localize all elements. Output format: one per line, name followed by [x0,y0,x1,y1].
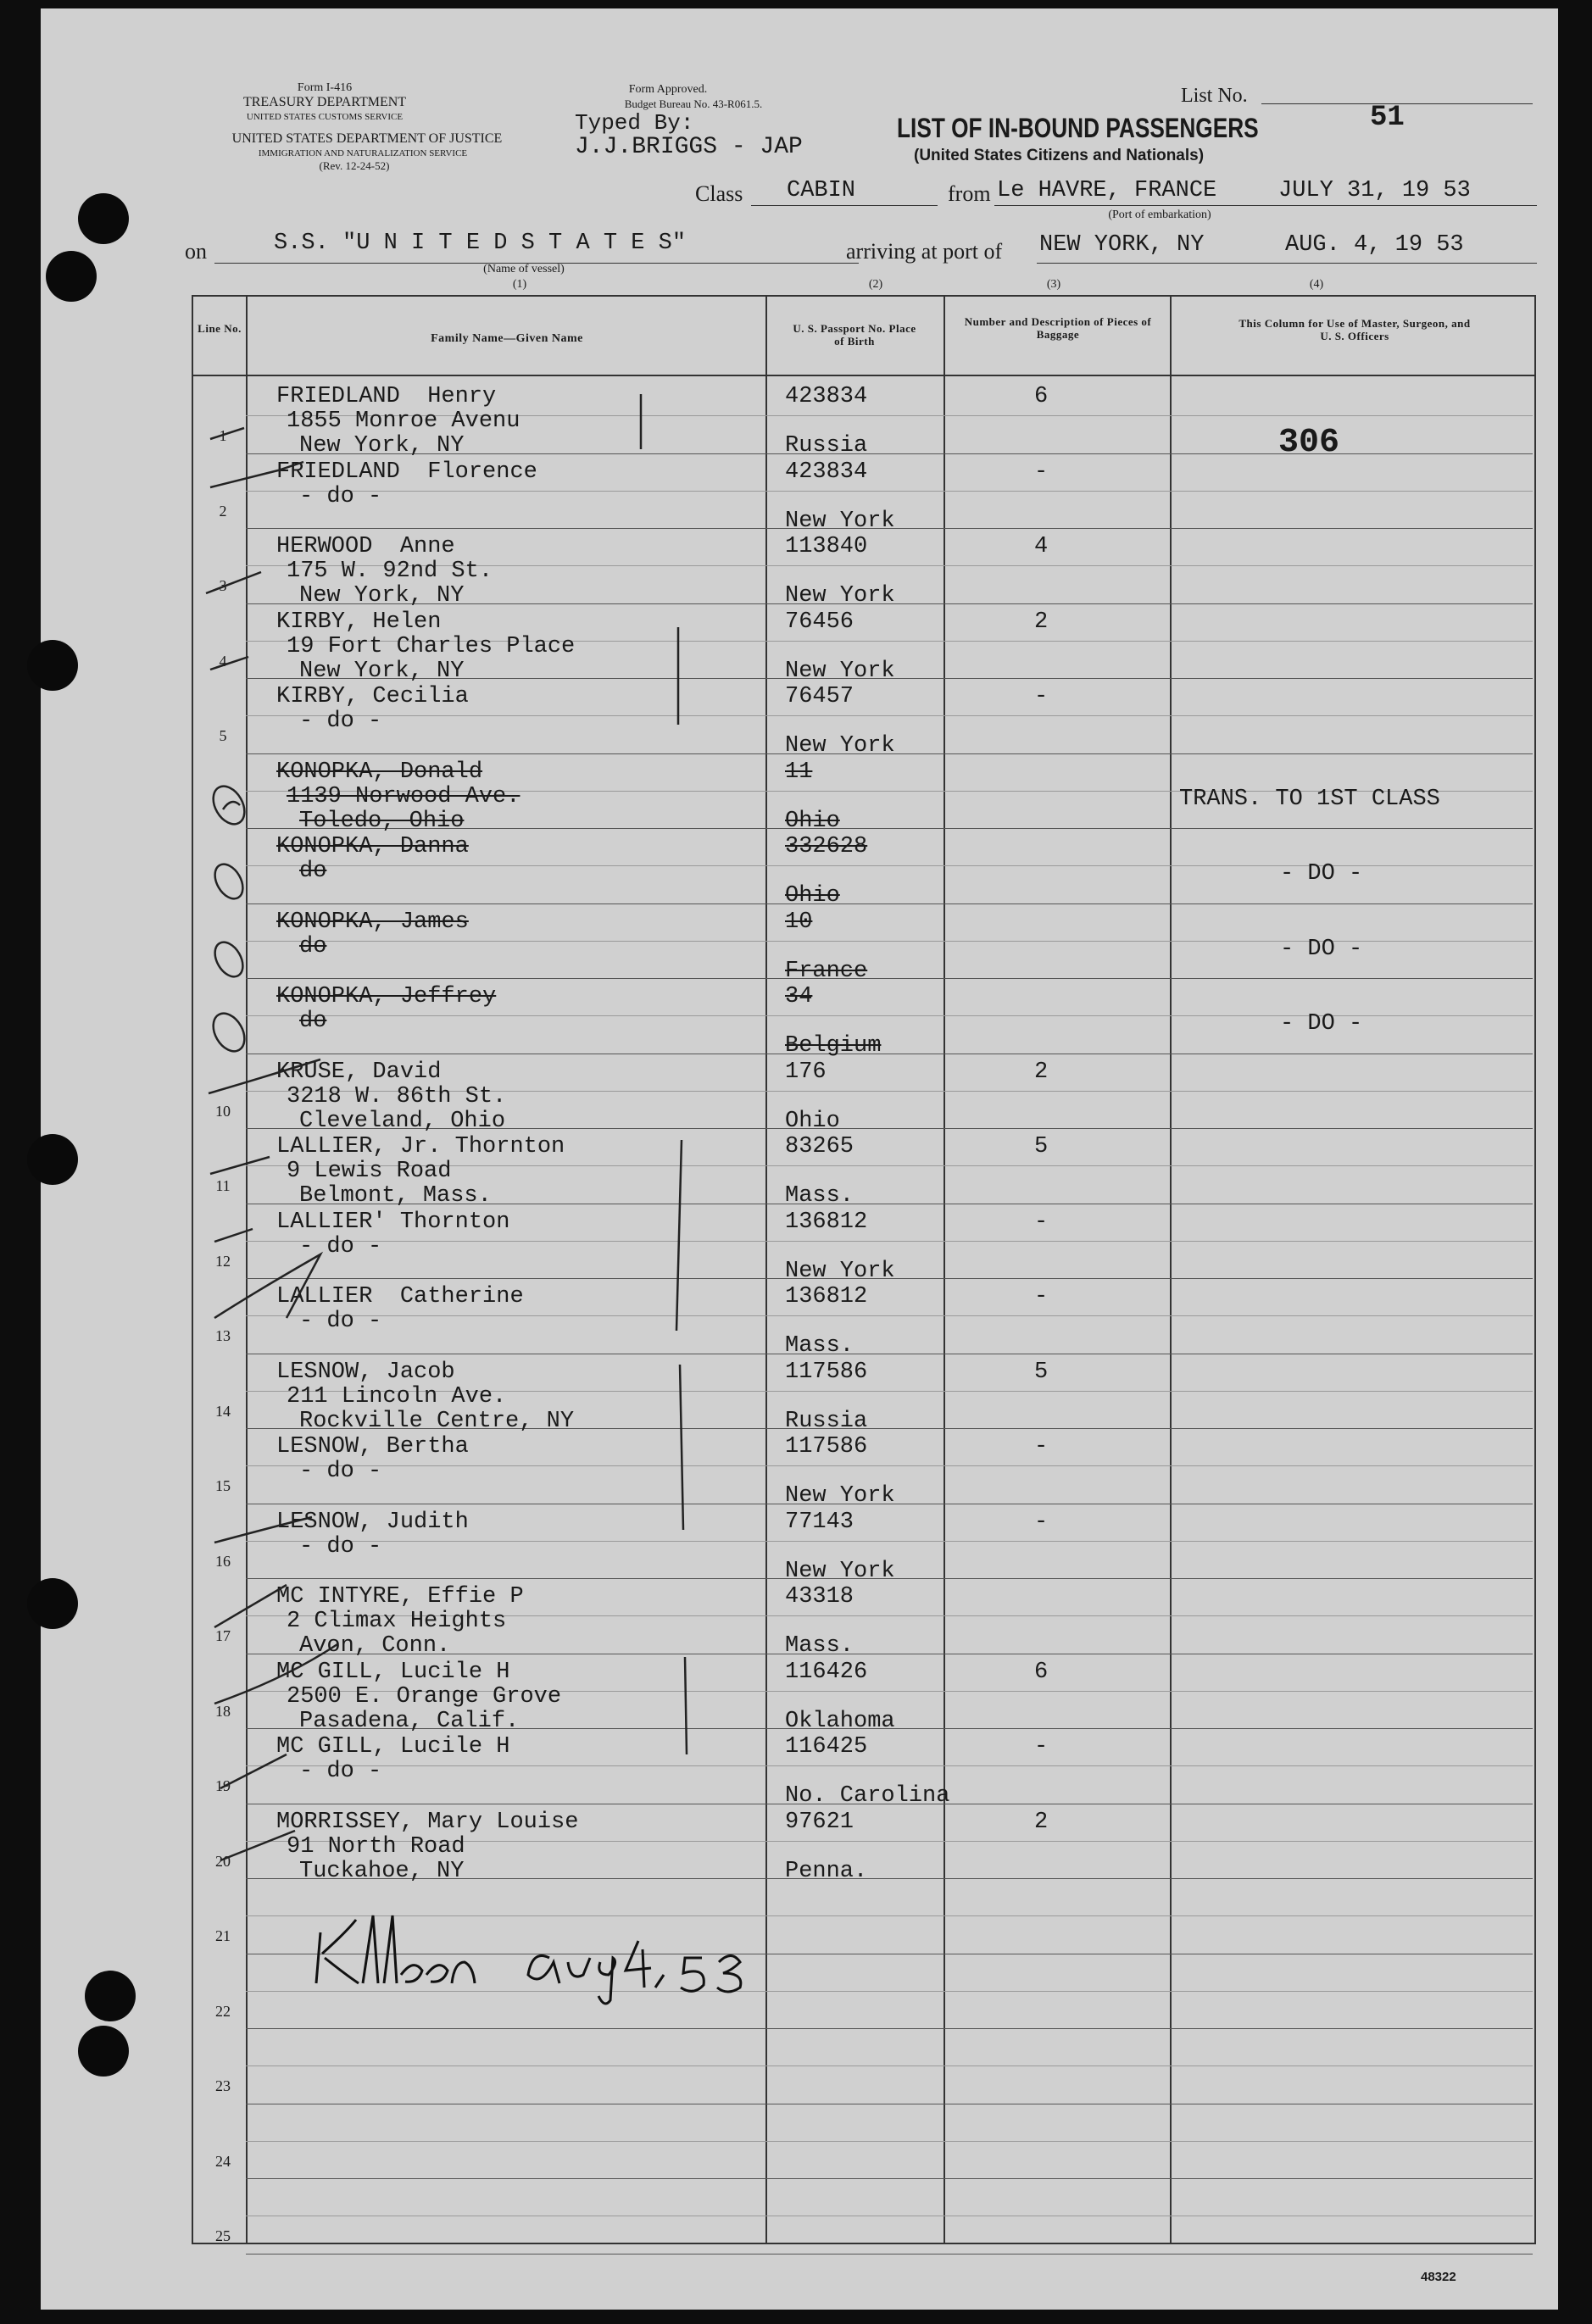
passport-number: 10 [785,909,813,935]
form-title: LIST OF IN-BOUND PASSENGERS [897,113,1259,143]
customs-service: UNITED STATES CUSTOMS SERVICE [246,112,404,122]
arrival-date: AUG. 4, 19 53 [1285,232,1464,258]
line-number: 10 [215,1102,231,1120]
passport-number: 97621 [785,1809,854,1835]
passport-number: 76456 [785,609,854,635]
address-line-1: 211 Lincoln Ave. [287,1383,507,1409]
revision-date: (Rev. 12-24-52) [319,159,390,172]
address-line-1: 2 Climax Heights [287,1609,507,1634]
baggage-count: - [1034,1509,1049,1535]
port-embark-note: (Port of embarkation) [1108,208,1211,221]
arrival-port: NEW YORK, NY [1039,232,1205,258]
place-of-birth: Mass. [785,1333,854,1359]
passport-number: 116425 [785,1734,868,1760]
officer-remark: - DO - [1280,1011,1363,1037]
baggage-count: 6 [1034,384,1049,409]
baggage-count: - [1034,1434,1049,1459]
passport-number: 11 [785,759,813,785]
punch-hole [78,2026,129,2077]
col-num-1: (1) [512,278,527,291]
class-value: CABIN [787,178,856,203]
place-of-birth: Oklahoma [785,1708,895,1734]
line-number: 13 [215,1327,231,1344]
baggage-count: 5 [1034,1134,1049,1159]
place-of-birth: Belgium [785,1033,882,1059]
officer-note: 306 [1278,424,1340,462]
address-line-1: - do - [299,1309,382,1334]
col-officers: This Column for Use of Master, Surgeon, and U. S. Officers [1239,317,1471,342]
line-number: 3 [219,577,227,594]
address-line-1: 175 W. 92nd St. [287,559,493,584]
passport-number: 83265 [785,1134,854,1159]
passport-number: 423834 [785,459,868,485]
col-name: Family Name—Given Name [431,332,583,345]
passport-number: 116426 [785,1659,868,1685]
address-line-1: - do - [299,1533,382,1560]
passenger-name: LESNOW, Judith [276,1509,469,1535]
line-number: 24 [215,2152,231,2170]
list-no-value: 51 [1370,102,1405,134]
address-line-2: Toledo, Ohio [299,808,465,834]
place-of-birth: No. Carolina [785,1783,950,1809]
address-line-1: 3218 W. 86th St. [287,1083,507,1109]
col-baggage: Number and Description of Pieces of Baggage [964,315,1152,341]
pen-marks [41,8,1558,2310]
passenger-name: KONOPKA, Jeffrey [276,984,497,1009]
passport-number: 76457 [785,684,854,709]
vessel-note: (Name of vessel) [483,263,565,275]
passport-number: 77143 [785,1509,854,1535]
passport-number: 176 [785,1059,827,1085]
place-of-birth: New York [785,658,895,684]
address-line-2: Cleveland, Ohio [299,1108,506,1134]
passenger-name: FRIEDLAND Henry [276,384,497,409]
punch-hole [27,1578,78,1629]
address-line-1: - do - [299,1459,382,1484]
line-number: 20 [215,1852,231,1870]
address-line-1: 19 Fort Charles Place [287,633,576,659]
place-of-birth: Ohio [785,883,840,909]
line-number: 17 [215,1627,231,1644]
passenger-name: KRUSE, David [276,1059,442,1085]
treasury-dept: TREASURY DEPARTMENT [242,95,407,109]
officer-remark: - DO - [1280,936,1363,962]
address-line-1: - do - [299,483,382,509]
col-num-2: (2) [868,278,883,291]
passenger-name: FRIEDLAND Florence [276,459,537,485]
place-of-birth: New York [785,583,895,609]
place-of-birth: Ohio [785,808,840,834]
passport-number: 34 [785,984,813,1009]
baggage-count: - [1034,684,1049,709]
line-number: 11 [215,1177,231,1194]
col-num-3: (3) [1046,278,1061,291]
line-number: 19 [215,1777,231,1794]
passport-number: 332628 [785,834,868,859]
baggage-count: - [1034,1209,1049,1235]
passenger-name: MC GILL, Lucile H [276,1659,510,1685]
typed-by-label: Typed By: [575,110,694,136]
passenger-name: KONOPKA, Donald [276,759,483,785]
address-line-2: New York, NY [299,433,465,459]
place-of-birth: France [785,958,868,984]
punch-hole [78,193,129,244]
baggage-count: 2 [1034,609,1049,635]
list-no-label: List No. [1181,85,1248,107]
address-line-2: New York, NY [299,658,465,684]
line-number: 15 [215,1477,231,1494]
punch-hole [27,640,78,691]
line-number: 18 [215,1702,231,1720]
line-number: 16 [215,1552,231,1570]
passenger-name: HERWOOD Anne [276,534,455,559]
baggage-count: - [1034,1734,1049,1760]
address-line-1: - do - [299,709,382,734]
passenger-name: KIRBY, Cecilia [276,684,469,709]
place-of-birth: Penna. [785,1858,868,1884]
passenger-name: KIRBY, Helen [276,609,442,635]
baggage-count: 2 [1034,1809,1049,1835]
from-value: Le HAVRE, FRANCE [997,178,1217,203]
punch-hole [46,251,97,302]
line-number: 5 [219,727,227,744]
address-line-1: 91 North Road [287,1833,465,1860]
passport-number: 117586 [785,1359,868,1385]
passport-number: 43318 [785,1584,854,1610]
place-of-birth: New York [785,508,895,534]
address-line-1: 1139 Norwood Ave. [287,783,520,809]
address-line-1: do [299,1009,327,1034]
place-of-birth: Russia [785,1408,868,1434]
line-number: 25 [215,2227,231,2244]
baggage-count: - [1034,459,1049,485]
form-number: Form I-416 [297,81,353,94]
col-passport: U. S. Passport No. Place of Birth [793,322,916,347]
passenger-name: KONOPKA, James [276,909,469,935]
punch-hole [85,1971,136,2021]
form-subtitle: (United States Citizens and Nationals) [914,147,1205,164]
line-number: 4 [219,652,227,670]
footer-code: 48322 [1421,2270,1456,2284]
form-approved: Form Approved. [628,83,708,96]
passenger-name: LALLIER' Thornton [276,1209,510,1235]
punch-hole [27,1134,78,1185]
immigration-service: IMMIGRATION AND NATURALIZATION SERVICE [258,148,468,158]
on-label: on [185,239,207,264]
line-number: 12 [215,1252,231,1270]
col-line-no: Line No. [198,322,242,335]
passport-number: 113840 [785,534,868,559]
passenger-name: MC INTYRE, Effie P [276,1584,524,1610]
place-of-birth: New York [785,1258,895,1284]
arriving-label: arriving at port of [846,239,1003,264]
baggage-count: 5 [1034,1359,1049,1385]
passenger-name: LALLIER Catherine [276,1284,524,1309]
line-number: 14 [215,1402,231,1420]
vessel-name: S.S. "U N I T E D S T A T E S" [274,231,687,256]
passport-number: 117586 [785,1434,868,1459]
passenger-name: MORRISSEY, Mary Louise [276,1809,579,1835]
passport-number: 136812 [785,1284,868,1309]
line-number: 23 [215,2077,231,2094]
address-line-1: 9 Lewis Road [287,1159,452,1184]
line-number: 22 [215,2002,231,2020]
place-of-birth: Mass. [785,1633,854,1659]
passenger-name: LESNOW, Bertha [276,1434,469,1459]
class-label: Class [695,181,743,206]
typed-by: J.J.BRIGGS - JAP [575,134,803,160]
passenger-name: MC GILL, Lucile H [276,1734,510,1760]
passport-number: 423834 [785,384,868,409]
place-of-birth: New York [785,1483,895,1509]
passenger-name: KONOPKA, Danna [276,834,469,859]
passenger-name: LESNOW, Jacob [276,1359,455,1385]
baggage-count: - [1034,1284,1049,1309]
line-number: 21 [215,1927,231,1944]
officer-remark: - DO - [1280,861,1363,887]
address-line-2: New York, NY [299,583,465,609]
address-line-1: do [299,859,327,884]
departure-date: JULY 31, 19 53 [1278,178,1471,203]
baggage-count: 4 [1034,534,1049,559]
line-number: 1 [219,427,227,444]
address-line-1: - do - [299,1759,382,1784]
place-of-birth: New York [785,733,895,759]
from-label: from [948,181,991,206]
address-line-2: Belmont, Mass. [299,1183,492,1209]
budget-bureau: Budget Bureau No. 43-R061.5. [624,97,763,110]
address-line-1: - do - [299,1233,382,1259]
place-of-birth: Ohio [785,1108,840,1134]
place-of-birth: Mass. [785,1183,854,1209]
address-line-2: Pasadena, Calif. [299,1708,520,1734]
address-line-2: Avon, Conn. [299,1633,451,1659]
place-of-birth: Russia [785,433,868,459]
passenger-name: LALLIER, Jr. Thornton [276,1134,565,1159]
address-line-2: Rockville Centre, NY [299,1408,575,1434]
address-line-1: 2500 E. Orange Grove [287,1683,562,1710]
address-line-1: 1855 Monroe Avenu [287,409,520,434]
line-number: 2 [219,502,227,520]
address-line-2: Tuckahoe, NY [299,1858,465,1884]
passport-number: 136812 [785,1209,868,1235]
baggage-count: 2 [1034,1059,1049,1085]
manifest-sheet [41,8,1558,2310]
address-line-1: do [299,933,327,959]
col-num-4: (4) [1309,278,1324,291]
baggage-count: 6 [1034,1659,1049,1685]
place-of-birth: New York [785,1558,895,1584]
justice-dept: UNITED STATES DEPARTMENT OF JUSTICE [231,131,503,146]
officer-remark: TRANS. TO 1ST CLASS [1179,786,1440,812]
